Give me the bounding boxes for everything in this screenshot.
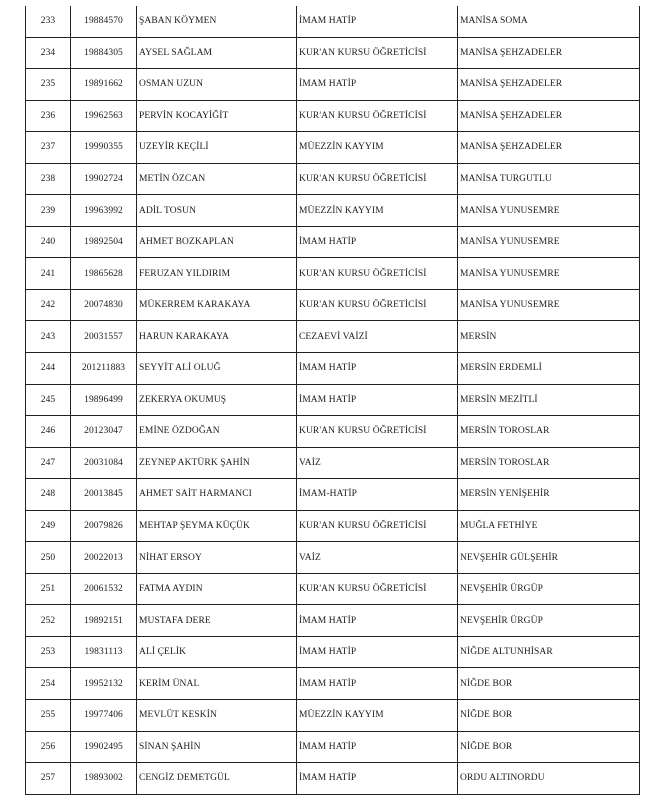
table-row [26,101,639,133]
registry-number-cell: 19963992 [71,195,137,226]
table-row [26,668,639,700]
table-row [26,605,639,637]
registry-number-cell: 20074830 [71,290,137,321]
job-title-cell: İMAM HATİP [297,637,458,668]
row-number-cell: 233 [26,6,71,37]
full-name-cell: METİN ÖZCAN [137,164,297,195]
registry-number-cell: 19990355 [71,132,137,163]
registry-number-cell: 19892151 [71,605,137,636]
registry-number-cell: 19884570 [71,6,137,37]
job-title-cell: İMAM HATİP [297,385,458,416]
table-row [26,258,639,290]
registry-number-cell: 19902724 [71,164,137,195]
location-cell: MANİSA SOMA [460,16,528,27]
job-title-cell: İMAM HATİP [297,763,458,794]
registry-number-cell: 19962563 [71,101,137,132]
row-number-cell: 241 [26,258,71,289]
registry-number-cell: 19865628 [71,258,137,289]
registry-number-cell: 20031557 [71,321,137,352]
location-cell: MERSİN MEZİTLİ [460,394,538,405]
table-row [26,69,639,101]
location-cell: MERSİN YENİŞEHİR [460,489,550,500]
job-title-cell: KUR'AN KURSU ÖĞRETİCİSİ [297,101,458,132]
full-name-cell: ADİL TOSUN [137,195,297,226]
table-row [26,164,639,196]
location-cell: MANİSA ŞEHZADELER [460,110,563,121]
job-title-cell: İMAM HATİP [297,732,458,763]
registry-number-cell: 19884305 [71,38,137,69]
location-cell: NİĞDE BOR [460,678,513,689]
row-number-cell: 243 [26,321,71,352]
job-title-cell: KUR'AN KURSU ÖĞRETİCİSİ [297,416,458,447]
row-number-cell: 246 [26,416,71,447]
registry-number-cell: 19891662 [71,69,137,100]
full-name-cell: ŞABAN KÖYMEN [137,6,297,37]
table-row [26,416,639,448]
full-name-cell: SEYYİT ALİ OLUĞ [137,353,297,384]
table-row [26,763,639,795]
registry-number-cell: 19952132 [71,668,137,699]
table-row [26,6,639,38]
full-name-cell: HARUN KARAKAYA [137,321,297,352]
location-cell: MANİSA ŞEHZADELER [460,142,563,153]
location-cell: ORDU ALTINORDU [460,773,545,784]
table-row [26,479,639,511]
table-row [26,321,639,353]
row-number-cell: 252 [26,605,71,636]
full-name-cell: AYSEL SAĞLAM [137,38,297,69]
job-title-cell: MÜEZZİN KAYYIM [297,195,458,226]
row-number-cell: 255 [26,700,71,731]
registry-number-cell: 201211883 [71,353,137,384]
full-name-cell: ZEYNEP AKTÜRK ŞAHİN [137,448,297,479]
registry-number-cell: 20013845 [71,479,137,510]
job-title-cell: KUR'AN KURSU ÖĞRETİCİSİ [297,574,458,605]
full-name-cell: MÜKERREM KARAKAYA [137,290,297,321]
job-title-cell: İMAM HATİP [297,69,458,100]
registry-number-cell: 20022013 [71,542,137,573]
row-number-cell: 236 [26,101,71,132]
registry-number-cell: 20079826 [71,511,137,542]
location-cell: MANİSA TURGUTLU [460,174,552,184]
job-title-cell: VAİZ [297,542,458,573]
table-row [26,448,639,480]
row-number-cell: 249 [26,511,71,542]
location-cell: MANİSA YUNUSEMRE [460,205,560,216]
row-number-cell: 238 [26,164,71,195]
full-name-cell: CENGİZ DEMETGÜL [137,763,297,794]
full-name-cell: FATMA AYDIN [137,574,297,605]
registry-number-cell: 19902495 [71,732,137,763]
registry-number-cell: 19977406 [71,700,137,731]
row-number-cell: 253 [26,637,71,668]
location-cell: MUĞLA FETHİYE [460,521,538,532]
table-row [26,353,639,385]
table-row [26,700,639,732]
registry-number-cell: 19896499 [71,385,137,416]
location-cell: NİĞDE BOR [460,710,513,721]
location-cell: MERSİN TOROSLAR [460,426,550,437]
personnel-table [25,6,640,795]
location-cell: MANİSA YUNUSEMRE [460,300,560,311]
full-name-cell: OSMAN UZUN [137,69,297,100]
table-row [26,511,639,543]
location-cell: NEVŞEHİR ÜRGÜP [460,615,543,626]
registry-number-cell: 20061532 [71,574,137,605]
row-number-cell: 242 [26,290,71,321]
job-title-cell: KUR'AN KURSU ÖĞRETİCİSİ [297,290,458,321]
row-number-cell: 247 [26,448,71,479]
table-row [26,732,639,764]
job-title-cell: KUR'AN KURSU ÖĞRETİCİSİ [297,258,458,289]
table-row [26,385,639,417]
row-number-cell: 257 [26,763,71,794]
job-title-cell: CEZAEVİ VAİZİ [297,321,458,352]
full-name-cell: MEHTAP ŞEYMA KÜÇÜK [137,511,297,542]
job-title-cell: KUR'AN KURSU ÖĞRETİCİSİ [297,511,458,542]
row-number-cell: 248 [26,479,71,510]
full-name-cell: AHMET BOZKAPLAN [137,227,297,258]
row-number-cell: 235 [26,69,71,100]
full-name-cell: FERUZAN YILDIRIM [137,258,297,289]
job-title-cell: İMAM HATİP [297,353,458,384]
job-title-cell: İMAM HATİP [297,227,458,258]
row-number-cell: 237 [26,132,71,163]
registry-number-cell: 20031084 [71,448,137,479]
table-row [26,195,639,227]
registry-number-cell: 20123047 [71,416,137,447]
job-title-cell: İMAM HATİP [297,668,458,699]
location-cell: NİĞDE BOR [460,741,513,752]
registry-number-cell: 19892504 [71,227,137,258]
table-row [26,290,639,322]
location-cell: MANİSA ŞEHZADELER [460,79,563,90]
location-cell: NEVŞEHİR GÜLŞEHİR [460,552,559,563]
row-number-cell: 240 [26,227,71,258]
full-name-cell: ZEKERYA OKUMUŞ [137,385,297,416]
full-name-cell: MEVLÜT KESKİN [137,700,297,731]
row-number-cell: 244 [26,353,71,384]
registry-number-cell: 19893002 [71,763,137,794]
job-title-cell: MÜEZZİN KAYYIM [297,132,458,163]
location-cell: MERSİN ERDEMLİ [460,363,542,374]
job-title-cell: İMAM-HATİP [297,479,458,510]
registry-number-cell: 19831113 [71,637,137,668]
full-name-cell: PERVİN KOCAYİĞİT [137,101,297,132]
job-title-cell: VAİZ [297,448,458,479]
full-name-cell: EMİNE ÖZDOĞAN [137,416,297,447]
table-row [26,637,639,669]
table-row [26,542,639,574]
table-row [26,227,639,259]
table-row [26,38,639,70]
full-name-cell: ALİ ÇELİK [137,637,297,668]
location-cell: NEVŞEHİR ÜRGÜP [460,584,543,595]
row-number-cell: 250 [26,542,71,573]
row-number-cell: 239 [26,195,71,226]
job-title-cell: KUR'AN KURSU ÖĞRETİCİSİ [297,38,458,69]
row-number-cell: 245 [26,385,71,416]
location-cell: MERSİN TOROSLAR [460,457,550,468]
location-cell: MANİSA YUNUSEMRE [460,237,560,248]
job-title-cell: MÜEZZİN KAYYIM [297,700,458,731]
job-title-cell: İMAM HATİP [297,605,458,636]
job-title-cell: KUR'AN KURSU ÖĞRETİCİSİ [297,164,458,195]
row-number-cell: 251 [26,574,71,605]
full-name-cell: UZEYİR KEÇİLİ [137,132,297,163]
row-number-cell: 254 [26,668,71,699]
location-cell: MANİSA ŞEHZADELER [460,47,563,58]
row-number-cell: 234 [26,38,71,69]
location-cell: NİĞDE ALTUNHİSAR [460,647,553,658]
row-number-cell: 256 [26,732,71,763]
location-cell: MANİSA YUNUSEMRE [460,268,560,279]
full-name-cell: KERİM ÜNAL [137,668,297,699]
table-row [26,132,639,164]
full-name-cell: NİHAT ERSOY [137,542,297,573]
full-name-cell: SİNAN ŞAHİN [137,732,297,763]
job-title-cell: İMAM HATİP [297,6,458,37]
table-row [26,574,639,606]
location-cell: MERSİN [460,331,497,342]
full-name-cell: AHMET SAİT HARMANCI [137,479,297,510]
full-name-cell: MUSTAFA DERE [137,605,297,636]
